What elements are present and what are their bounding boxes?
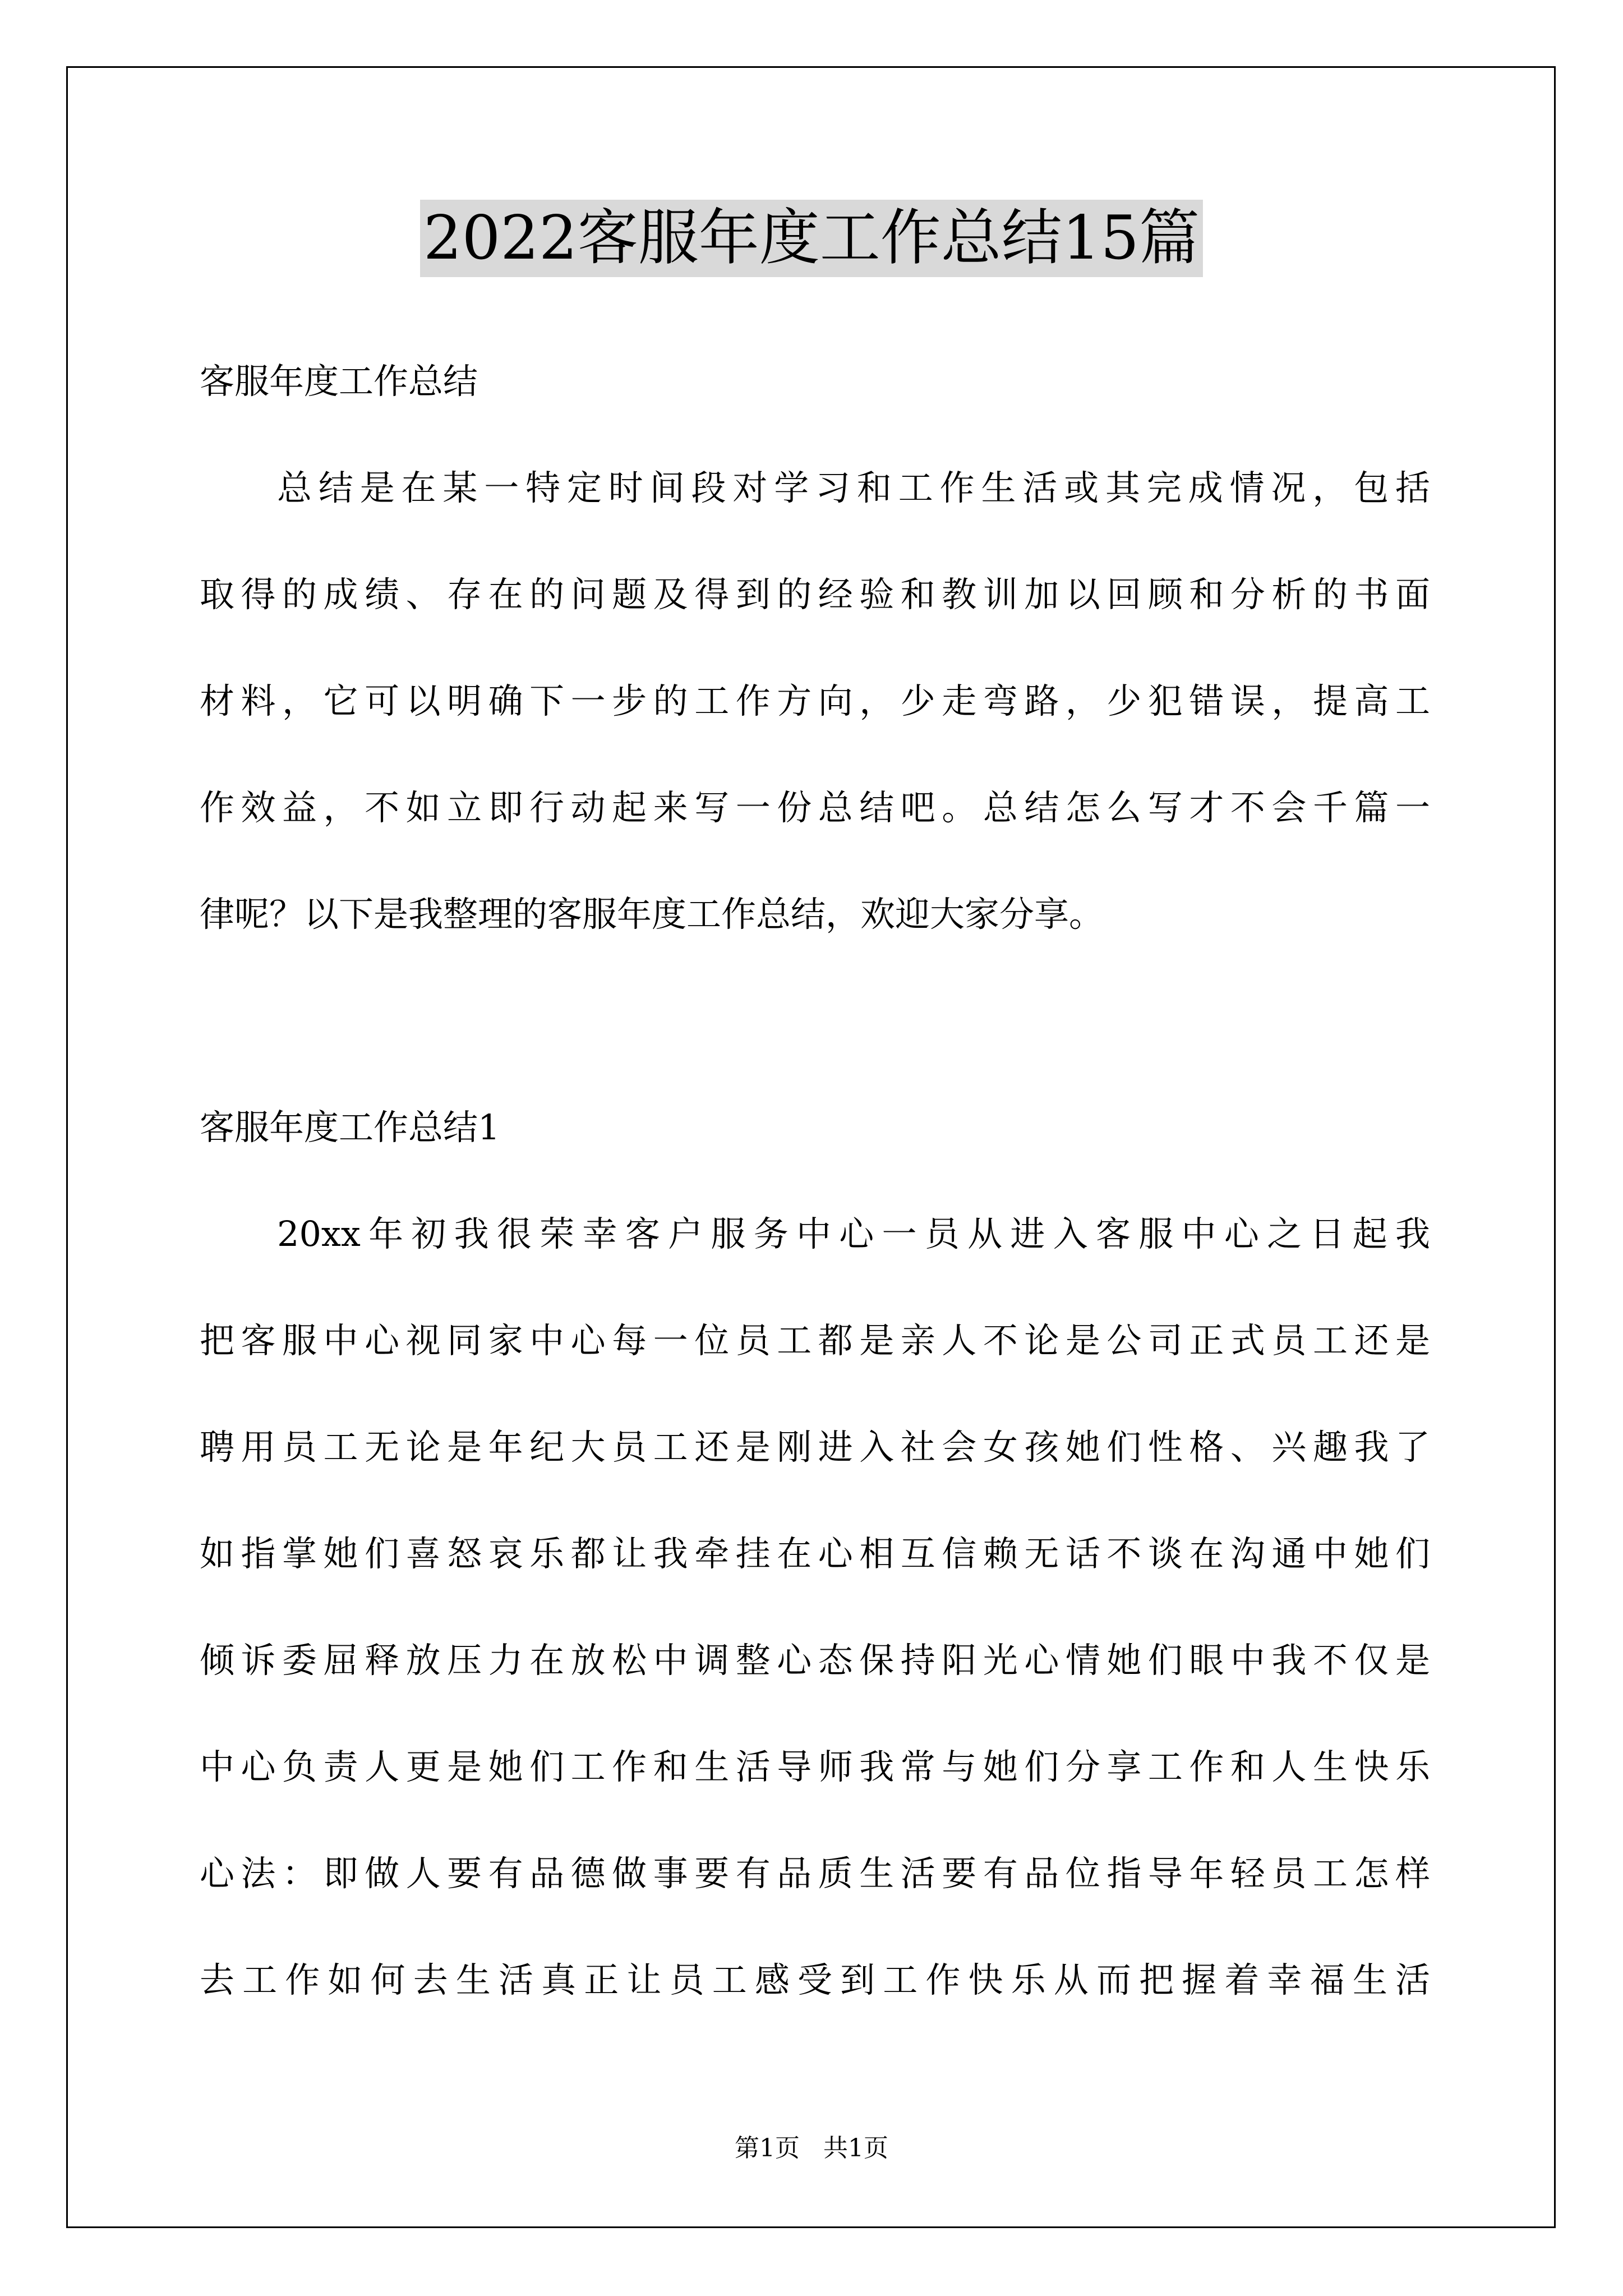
section1-line-5: 倾诉委屈释放压力在放松中调整心态保持阳光心情她们眼中我不仅是 — [200, 1640, 1430, 1681]
document-title: 2022客服年度工作总结15篇 — [420, 200, 1203, 277]
section1-line-1: 20xx年初我很荣幸客户服务中心一员从进入客服中心之日起我 — [277, 1213, 1430, 1254]
intro-line-5: 律呢？以下是我整理的客服年度工作总结，欢迎大家分享。 — [200, 894, 1104, 935]
section1-line-3: 聘用员工无论是年纪大员工还是刚进入社会女孩她们性格、兴趣我了 — [200, 1427, 1430, 1467]
page-number-footer: 第1页 共1页 — [735, 2134, 888, 2162]
section1-heading: 客服年度工作总结1 — [200, 1107, 500, 1148]
intro-line-2: 取得的成绩、存在的问题及得到的经验和教训加以回顾和分析的书面 — [200, 574, 1430, 615]
intro-heading: 客服年度工作总结 — [200, 361, 478, 402]
section1-line-7: 心法：即做人要有品德做事要有品质生活要有品位指导年轻员工怎样 — [200, 1853, 1430, 1894]
intro-line-4: 作效益，不如立即行动起来写一份总结吧。总结怎么写才不会千篇一 — [200, 787, 1430, 828]
section1-line-4: 如指掌她们喜怒哀乐都让我牵挂在心相互信赖无话不谈在沟通中她们 — [200, 1533, 1430, 1574]
section1-line-2: 把客服中心视同家中心每一位员工都是亲人不论是公司正式员工还是 — [200, 1320, 1430, 1361]
intro-line-3: 材料，它可以明确下一步的工作方向，少走弯路，少犯错误，提高工 — [200, 680, 1430, 721]
title-area — [0, 200, 1623, 277]
section1-line-6: 中心负责人更是她们工作和生活导师我常与她们分享工作和人生快乐 — [200, 1746, 1430, 1787]
intro-line-1: 总结是在某一特定时间段对学习和工作生活或其完成情况，包括 — [277, 467, 1430, 508]
section1-line-8: 去工作如何去生活真正让员工感受到工作快乐从而把握着幸福生活 — [200, 1959, 1430, 2000]
